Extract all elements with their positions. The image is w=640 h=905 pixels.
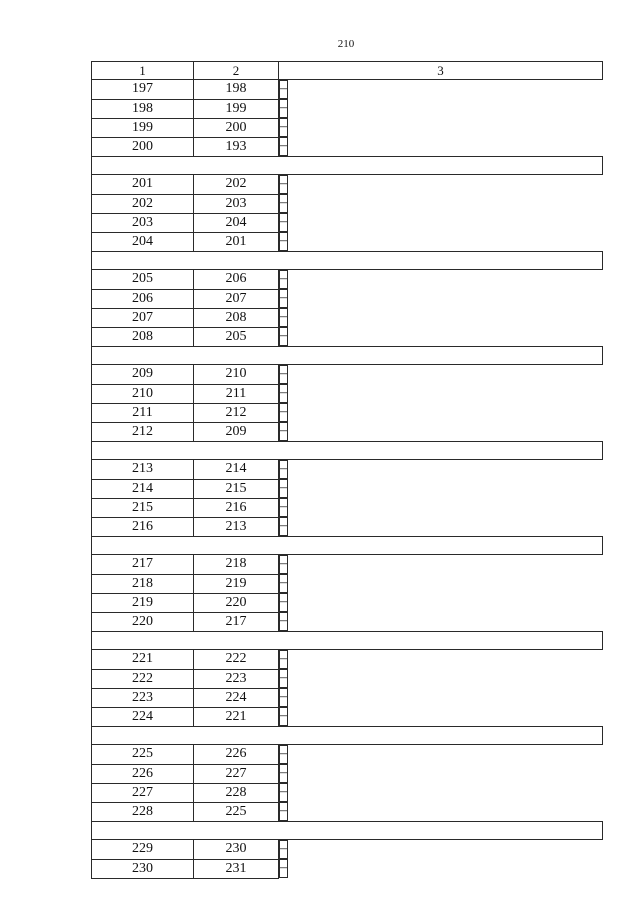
table-cell-col-3: – [279,213,288,232]
table-row [92,232,603,252]
table-cell-col-3: – [279,137,288,156]
table-cell-col-1: 204 [92,232,194,252]
table-cell-col-3: – [279,555,288,574]
table-row [92,688,603,707]
table-cell-col-2: 219 [194,574,279,593]
table-cell-col-2: 231 [194,859,279,878]
table-cell-col-2: 203 [194,194,279,213]
table-cell-col-2: 210 [194,365,279,385]
table-cell-col-3: – [279,80,288,99]
table-cell-col-1: 229 [92,840,194,860]
table-row [92,194,603,213]
table-cell-col-1: 200 [92,137,194,157]
table-cell-col-3: – [279,460,288,479]
table-cell-col-2: 205 [194,327,279,347]
table-row [92,517,603,537]
group-separator-row [92,442,603,460]
group-separator-cell [92,632,603,650]
table-cell-col-1: 207 [92,308,194,327]
table-cell-col-3: – [279,593,288,612]
table-row [92,327,603,347]
table-cell-col-3: – [279,232,288,251]
group-separator-cell [92,442,603,460]
table-cell-col-1: 198 [92,99,194,118]
table-row [92,308,603,327]
table-cell-col-2: 228 [194,783,279,802]
table-cell-col-1: 222 [92,669,194,688]
table-cell-col-3: – [279,479,288,498]
table-row [92,80,603,100]
table-cell-col-1: 216 [92,517,194,537]
table-cell-col-1: 209 [92,365,194,385]
table-cell-col-2: 213 [194,517,279,537]
table-row [92,213,603,232]
table-row [92,574,603,593]
table-row [92,403,603,422]
table-cell-col-2: 230 [194,840,279,860]
table-cell-col-1: 224 [92,707,194,727]
group-separator-cell [92,727,603,745]
table-row [92,422,603,442]
group-separator-row [92,157,603,175]
table-cell-col-3: – [279,327,288,346]
table-row [92,669,603,688]
table-cell-col-1: 218 [92,574,194,593]
table-row [92,479,603,498]
table-cell-col-3: – [279,289,288,308]
table-row [92,840,603,860]
data-table [91,61,603,879]
table-cell-col-1: 208 [92,327,194,347]
table-cell-col-1: 228 [92,802,194,822]
table-cell-col-1: 226 [92,764,194,783]
table-row [92,650,603,670]
table-cell-col-2: 217 [194,612,279,632]
table-row [92,99,603,118]
table-cell-col-1: 212 [92,422,194,442]
table-header-row [92,62,603,80]
table-cell-col-1: 214 [92,479,194,498]
table-cell-col-3: – [279,118,288,137]
table-row [92,612,603,632]
table-cell-col-1: 223 [92,688,194,707]
table-cell-col-2: 209 [194,422,279,442]
table-cell-col-2: 202 [194,175,279,195]
column-header-1: 1 [92,62,194,80]
table-cell-col-1: 219 [92,593,194,612]
table-cell-col-3: – [279,840,288,859]
table-row [92,783,603,802]
group-separator-row [92,727,603,745]
table-cell-col-2: 193 [194,137,279,157]
table-cell-col-2: 224 [194,688,279,707]
table-cell-col-1: 227 [92,783,194,802]
table-cell-col-3: – [279,764,288,783]
table-cell-col-1: 213 [92,460,194,480]
table-cell-col-3: – [279,308,288,327]
table-cell-col-2: 215 [194,479,279,498]
table-cell-col-3: – [279,612,288,631]
table-cell-col-1: 217 [92,555,194,575]
table-cell-col-3: – [279,650,288,669]
table-cell-col-3: – [279,365,288,384]
group-separator-row [92,632,603,650]
table-cell-col-1: 203 [92,213,194,232]
table-row [92,365,603,385]
group-separator-cell [92,537,603,555]
table-cell-col-2: 216 [194,498,279,517]
table-cell-col-2: 207 [194,289,279,308]
table-row [92,137,603,157]
table-cell-col-2: 199 [194,99,279,118]
table-cell-col-2: 218 [194,555,279,575]
group-separator-row [92,252,603,270]
table-row [92,384,603,403]
table-cell-col-3: – [279,498,288,517]
table-cell-col-3: – [279,669,288,688]
table-cell-col-3: – [279,517,288,536]
table-cell-col-3: – [279,745,288,764]
table-cell-col-2: 200 [194,118,279,137]
table-row [92,289,603,308]
table-cell-col-2: 226 [194,745,279,765]
table-cell-col-3: – [279,175,288,194]
table-cell-col-3: – [279,707,288,726]
table-cell-col-1: 197 [92,80,194,100]
group-separator-cell [92,157,603,175]
table-row [92,118,603,137]
table-cell-col-3: – [279,99,288,118]
table-cell-col-1: 199 [92,118,194,137]
table-cell-col-3: – [279,783,288,802]
table-cell-col-3: – [279,403,288,422]
group-separator-cell [92,252,603,270]
table-cell-col-1: 215 [92,498,194,517]
table-cell-col-2: 212 [194,403,279,422]
group-separator-row [92,537,603,555]
table-cell-col-2: 206 [194,270,279,290]
table-cell-col-1: 205 [92,270,194,290]
table-row [92,745,603,765]
table-cell-col-3: – [279,688,288,707]
table-cell-col-2: 222 [194,650,279,670]
table-row [92,707,603,727]
table-cell-col-3: – [279,859,288,878]
table-cell-col-2: 225 [194,802,279,822]
table-cell-col-1: 225 [92,745,194,765]
group-separator-cell [92,822,603,840]
table-cell-col-3: – [279,194,288,213]
table-cell-col-2: 198 [194,80,279,100]
table-cell-col-3: – [279,384,288,403]
table-cell-col-2: 220 [194,593,279,612]
table-cell-col-1: 220 [92,612,194,632]
column-header-2: 2 [194,62,279,80]
page-number: 210 [337,38,355,50]
table-cell-col-3: – [279,270,288,289]
table-cell-col-1: 211 [92,403,194,422]
table-cell-col-2: 201 [194,232,279,252]
table-body [92,62,603,879]
table-cell-col-2: 208 [194,308,279,327]
table-cell-col-2: 223 [194,669,279,688]
table-cell-col-2: 227 [194,764,279,783]
table-row [92,175,603,195]
table-row [92,555,603,575]
table-cell-col-3: – [279,802,288,821]
table-row [92,270,603,290]
table-cell-col-2: 211 [194,384,279,403]
table-cell-col-1: 202 [92,194,194,213]
table-cell-col-3: – [279,422,288,441]
table-row [92,460,603,480]
table-cell-col-1: 221 [92,650,194,670]
table-cell-col-2: 204 [194,213,279,232]
table-cell-col-3: – [279,574,288,593]
group-separator-row [92,347,603,365]
table-cell-col-1: 206 [92,289,194,308]
table-cell-col-2: 221 [194,707,279,727]
table-row [92,498,603,517]
group-separator-cell [92,347,603,365]
group-separator-row [92,822,603,840]
table-cell-col-2: 214 [194,460,279,480]
table-cell-col-1: 210 [92,384,194,403]
table-cell-col-1: 230 [92,859,194,878]
table-cell-col-1: 201 [92,175,194,195]
column-header-3: 3 [279,62,603,80]
table-row [92,802,603,822]
table-row [92,593,603,612]
table-row [92,764,603,783]
table-row [92,859,603,878]
